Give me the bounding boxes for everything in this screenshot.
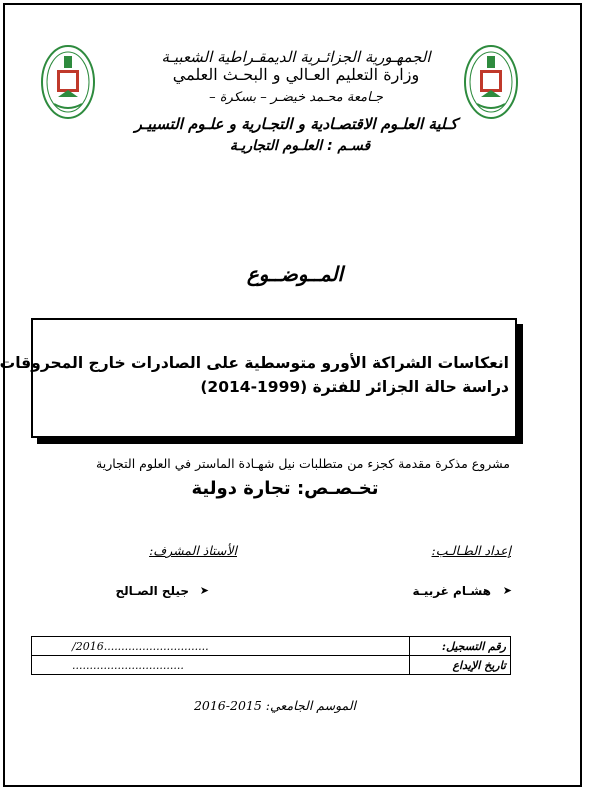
table-row — [32, 637, 511, 656]
header-department: قسـم : العلـوم التجاريـة — [229, 138, 371, 154]
arrow-bullet-icon: ➤ — [502, 584, 512, 597]
thesis-subtitle: دراسة حالة الجزائر للفترة (1999-2014) — [200, 378, 509, 396]
registration-table — [31, 636, 511, 675]
supervisor-label: الأستاذ المشرف: — [149, 543, 237, 558]
academic-year: الموسم الجامعي: 2015-2016 — [193, 698, 357, 713]
university-logo-left — [40, 42, 96, 124]
subject-label: المــوضــوع — [246, 262, 344, 286]
title-box — [0, 318, 517, 438]
specialization: تخـصـص: تجارة دولية — [191, 478, 379, 499]
header-ministry: وزارة التعليم العـالي و البحـث العلمي — [172, 65, 420, 84]
table-row — [32, 656, 511, 675]
project-statement: مشروع مذكرة مقدمة كجزء من متطلبات نيل شهـادة الماستر في العلوم التجارية — [96, 456, 510, 471]
header-republic: الجمهـورية الجزائـرية الديمقـراطية الشعبيـة — [161, 48, 431, 66]
student-name: هشـام غربيـة — [412, 584, 491, 598]
thesis-title: انعكاسات الشراكة الأورو متوسطية على الصادرات خارج المحروقات — [0, 354, 509, 372]
registration-number-value: /2016.............................. — [32, 637, 410, 656]
student-label: إعداد الطـالـب: — [431, 543, 511, 558]
deposit-date-label: تاريخ الإيداع — [410, 656, 511, 675]
header-university: جـامعة محـمد خيضـر – بسكرة – — [209, 90, 383, 105]
registration-number-label: رقم التسجيل: — [410, 637, 511, 656]
header-faculty: كـلية العلـوم الاقتصـادية و التجـارية و علـوم التسييـر — [134, 115, 458, 133]
supervisor-name: جيلح الصـالح — [115, 584, 189, 598]
arrow-bullet-icon: ➤ — [199, 584, 209, 597]
deposit-date-value: ................................ — [32, 656, 410, 675]
